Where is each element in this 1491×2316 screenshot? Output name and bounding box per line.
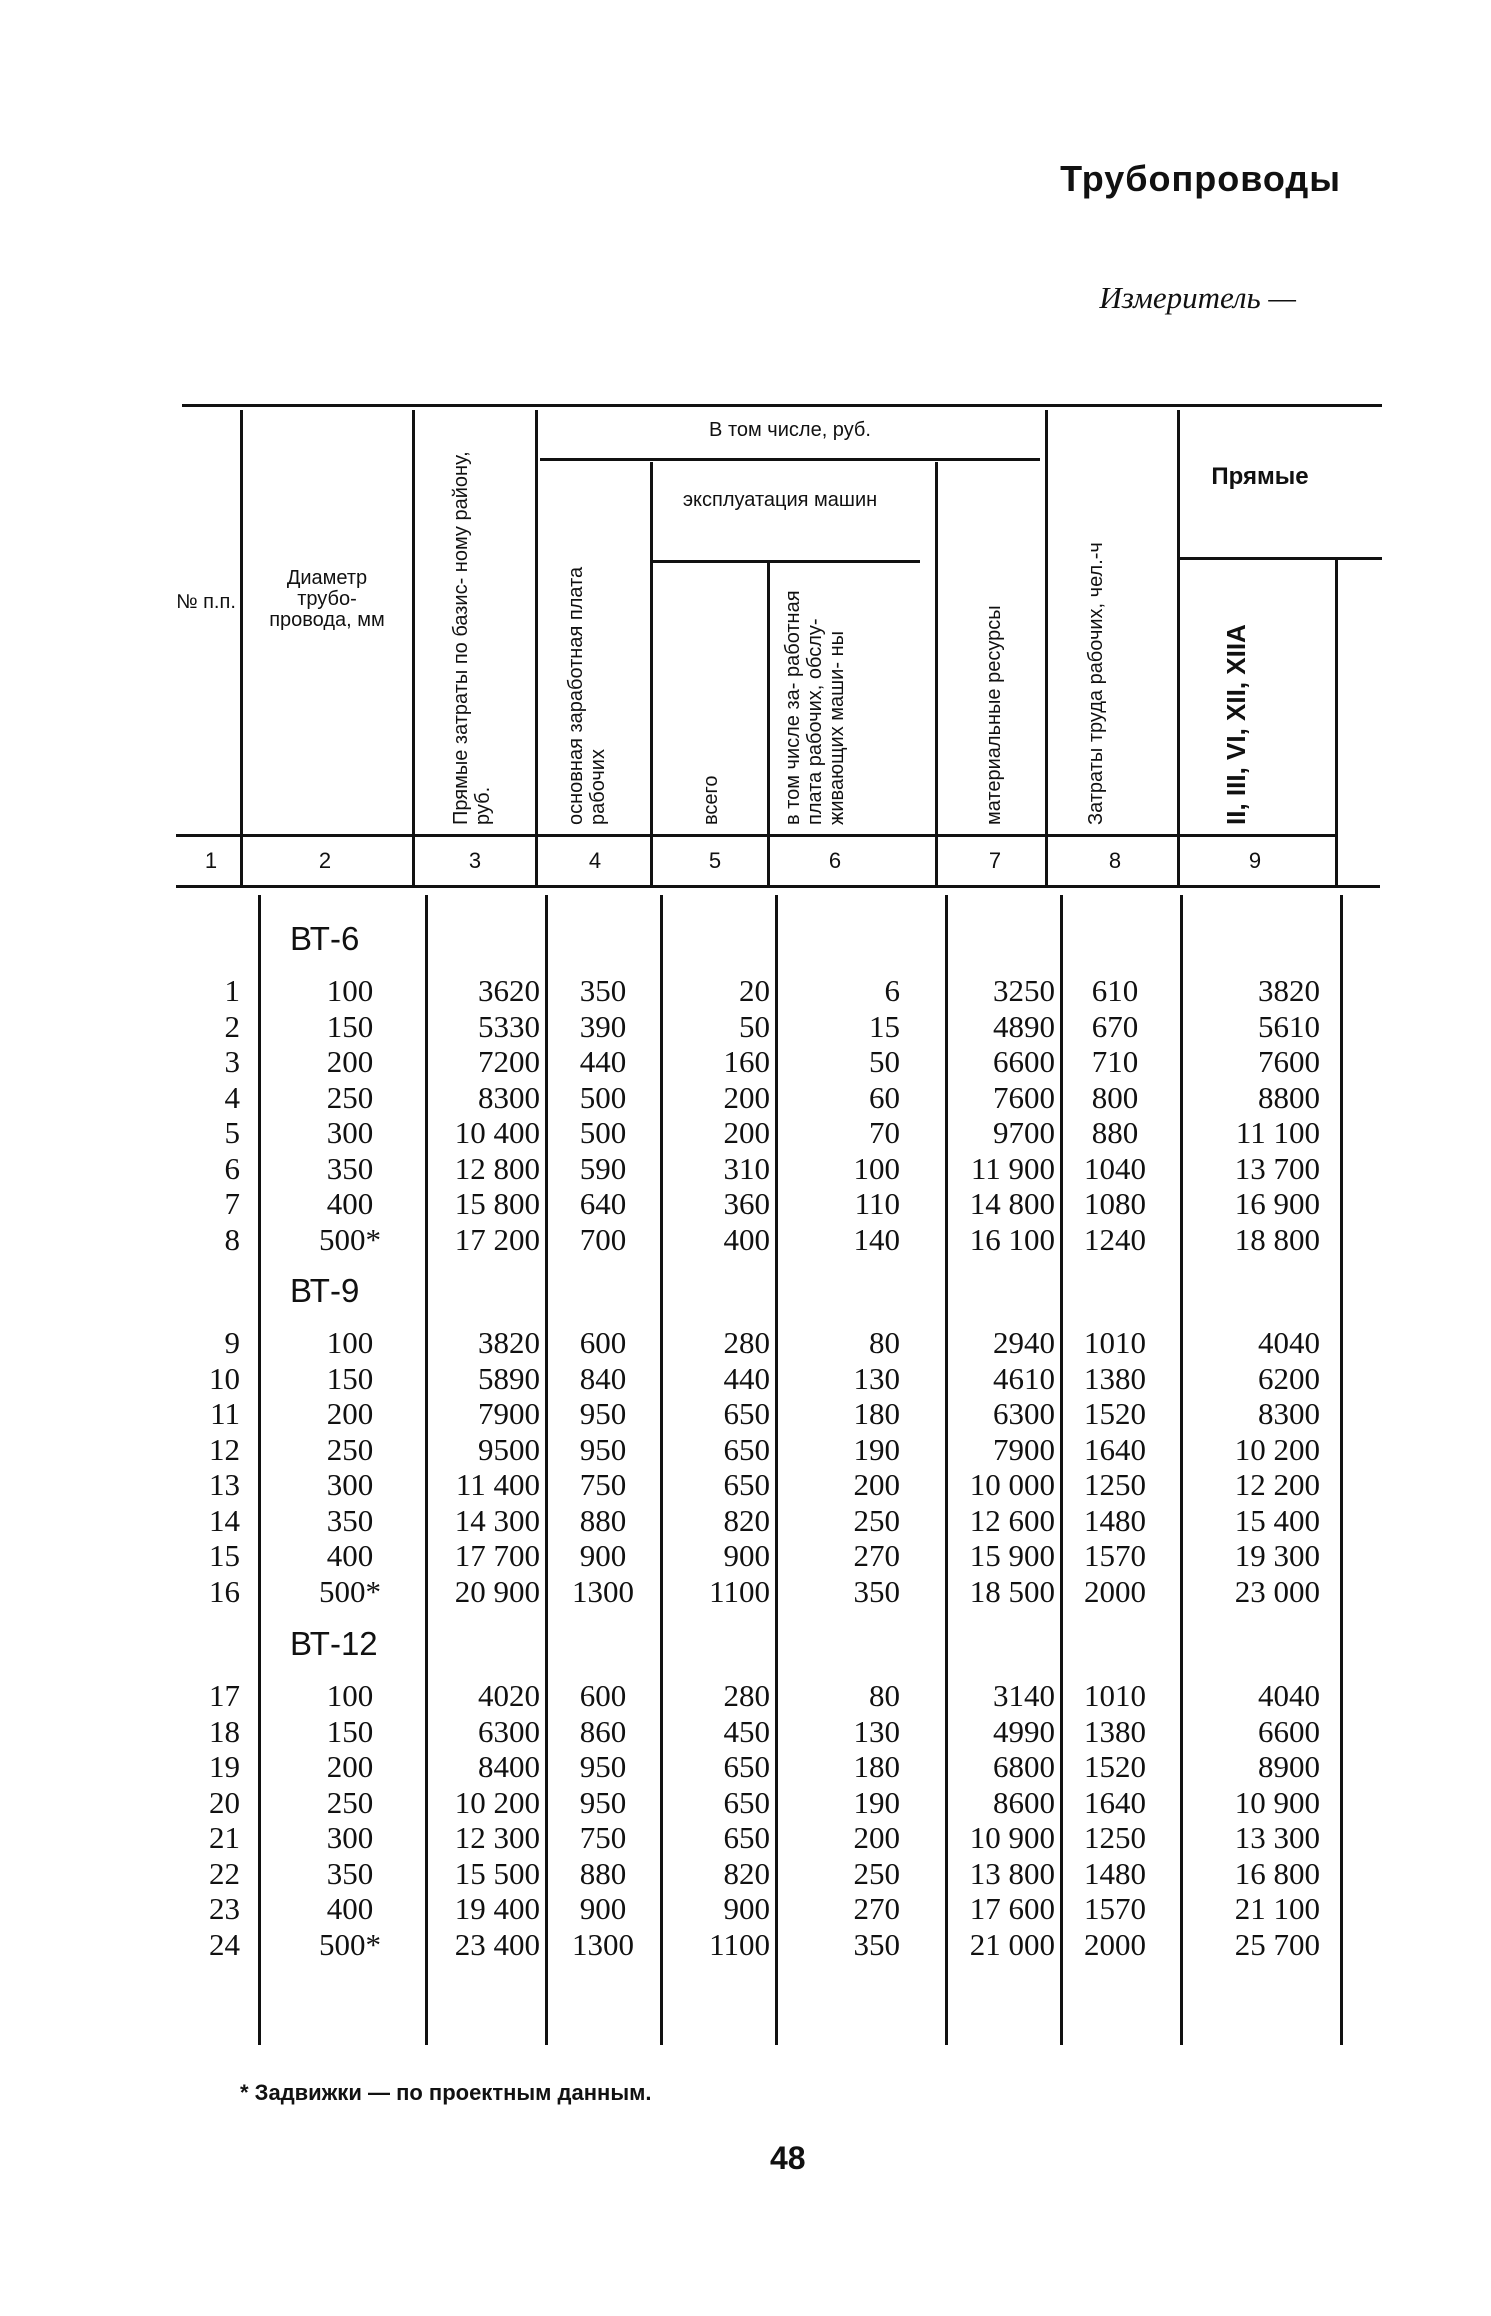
page-number: 48 bbox=[770, 2140, 806, 2176]
table-cell: 3140 bbox=[993, 1678, 1055, 1713]
table-cell: 100 bbox=[326, 1325, 374, 1360]
table-cell: 17 700 bbox=[454, 1538, 540, 1573]
group-heading: ВТ-9 bbox=[290, 1272, 360, 1309]
table-cell: 1640 bbox=[1084, 1431, 1146, 1467]
column-number: 8 bbox=[1108, 848, 1122, 873]
table-cell: 6200 bbox=[1258, 1360, 1320, 1396]
table-cell: 1080 bbox=[1084, 1186, 1146, 1221]
table-cell: 500* bbox=[319, 1221, 381, 1257]
table-cell: 200 bbox=[326, 1749, 374, 1784]
table-cell: 650 bbox=[723, 1784, 770, 1820]
table-cell: 1100 bbox=[709, 1926, 770, 1962]
table-cell: 9700 bbox=[993, 1115, 1055, 1150]
table-cell: 110 bbox=[854, 1186, 900, 1221]
table-row bbox=[0, 1927, 1491, 1962]
subheader-rule-exploit bbox=[650, 560, 920, 563]
table-cell: 11 900 bbox=[970, 1150, 1055, 1186]
header-col4: основная заработная плата рабочих bbox=[565, 566, 609, 825]
table-cell: 350 bbox=[579, 973, 627, 1008]
table-row bbox=[0, 1574, 1491, 1609]
table-cell: 1570 bbox=[1084, 1538, 1146, 1573]
table-row bbox=[0, 1891, 1491, 1926]
table-cell: 190 bbox=[853, 1431, 900, 1467]
measure-label: Измеритель — bbox=[1099, 280, 1296, 315]
table-cell: 23 400 bbox=[454, 1926, 540, 1962]
header-group-incl: В том числе, руб. bbox=[709, 419, 871, 441]
table-cell: 670 bbox=[1091, 1008, 1139, 1044]
table-cell: 900 bbox=[723, 1538, 770, 1573]
table-cell: 350 bbox=[326, 1855, 374, 1891]
table-cell: 100 bbox=[853, 1150, 900, 1186]
table-cell: 3820 bbox=[478, 1325, 540, 1360]
table-cell: 17 200 bbox=[454, 1221, 540, 1257]
table-cell: 1300 bbox=[572, 1573, 634, 1609]
table-cell: 17 bbox=[209, 1678, 240, 1713]
header-divider bbox=[650, 462, 653, 885]
table-row bbox=[0, 1080, 1491, 1115]
table-cell: 14 bbox=[209, 1502, 240, 1538]
column-number: 1 bbox=[204, 848, 218, 873]
table-cell: 16 900 bbox=[1234, 1186, 1320, 1221]
table-cell: 7900 bbox=[478, 1396, 540, 1431]
table-cell: 350 bbox=[326, 1502, 374, 1538]
table-cell: 50 bbox=[739, 1008, 770, 1044]
page-title: Трубопроводы bbox=[1060, 158, 1341, 199]
table-cell: 11 400 bbox=[455, 1467, 540, 1502]
header-col6: в том числе за- работная плата рабочих, обслу- живающих маши- ны bbox=[782, 590, 848, 825]
table-cell: 6 bbox=[224, 1150, 240, 1186]
table-cell: 1570 bbox=[1084, 1891, 1146, 1926]
header-divider bbox=[935, 462, 938, 885]
column-number: 6 bbox=[828, 848, 842, 873]
table-cell: 1240 bbox=[1084, 1221, 1146, 1257]
table-cell: 300 bbox=[326, 1467, 374, 1502]
table-cell: 14 300 bbox=[454, 1502, 540, 1538]
table-cell: 860 bbox=[579, 1713, 627, 1749]
table-row bbox=[0, 973, 1491, 1008]
header-divider bbox=[1177, 410, 1180, 885]
header-col3: Прямые затраты по базис- ному району, руб. bbox=[450, 451, 494, 825]
table-cell: 18 500 bbox=[969, 1573, 1055, 1609]
table-cell: 19 400 bbox=[454, 1891, 540, 1926]
table-cell: 2000 bbox=[1084, 1926, 1146, 1962]
table-cell: 1250 bbox=[1084, 1467, 1146, 1502]
table-cell: 250 bbox=[326, 1431, 374, 1467]
table-cell: 180 bbox=[853, 1749, 900, 1784]
table-cell: 2940 bbox=[993, 1325, 1055, 1360]
table-cell: 16 bbox=[209, 1573, 240, 1609]
table-cell: 820 bbox=[723, 1502, 770, 1538]
table-cell: 12 600 bbox=[969, 1502, 1055, 1538]
table-cell: 23 bbox=[209, 1891, 240, 1926]
table-cell: 5610 bbox=[1258, 1008, 1320, 1044]
table-cell: 160 bbox=[723, 1044, 770, 1079]
header-group-exploit: эксплуатация машин bbox=[682, 489, 878, 511]
table-cell: 250 bbox=[853, 1855, 900, 1891]
table-cell: 8600 bbox=[993, 1784, 1055, 1820]
table-cell: 950 bbox=[579, 1784, 627, 1820]
table-cell: 150 bbox=[326, 1713, 374, 1749]
table-cell: 440 bbox=[723, 1360, 770, 1396]
table-cell: 7 bbox=[224, 1186, 240, 1221]
table-cell: 600 bbox=[579, 1678, 627, 1713]
table-cell: 4990 bbox=[993, 1713, 1055, 1749]
table-cell: 840 bbox=[579, 1360, 627, 1396]
table-cell: 12 800 bbox=[454, 1150, 540, 1186]
table-cell: 1480 bbox=[1084, 1502, 1146, 1538]
table-cell: 21 100 bbox=[1234, 1891, 1320, 1926]
table-cell: 5330 bbox=[478, 1008, 540, 1044]
table-cell: 440 bbox=[579, 1044, 627, 1079]
table-cell: 13 300 bbox=[1234, 1820, 1320, 1855]
table-cell: 17 600 bbox=[969, 1891, 1055, 1926]
header-col7: материальные ресурсы bbox=[983, 605, 1005, 825]
table-cell: 250 bbox=[853, 1502, 900, 1538]
table-cell: 900 bbox=[579, 1891, 627, 1926]
column-number: 2 bbox=[318, 848, 332, 873]
table-cell: 9 bbox=[224, 1325, 240, 1360]
table-cell: 15 bbox=[209, 1538, 240, 1573]
table-cell: 10 900 bbox=[1234, 1784, 1320, 1820]
table-cell: 6800 bbox=[993, 1749, 1055, 1784]
table-cell: 400 bbox=[326, 1186, 374, 1221]
table-cell: 270 bbox=[853, 1891, 900, 1926]
table-cell: 10 400 bbox=[454, 1115, 540, 1150]
table-cell: 100 bbox=[326, 973, 374, 1008]
table-cell: 8400 bbox=[478, 1749, 540, 1784]
table-cell: 7600 bbox=[993, 1079, 1055, 1115]
table-cell: 4020 bbox=[478, 1678, 540, 1713]
table-row bbox=[0, 1396, 1491, 1431]
table-cell: 5 bbox=[224, 1115, 240, 1150]
table-cell: 310 bbox=[723, 1150, 770, 1186]
table-cell: 950 bbox=[579, 1396, 627, 1431]
table-cell: 4040 bbox=[1258, 1678, 1320, 1713]
table-cell: 1300 bbox=[572, 1926, 634, 1962]
table-cell: 1380 bbox=[1084, 1360, 1146, 1396]
table-cell: 8300 bbox=[1258, 1396, 1320, 1431]
table-cell: 13 bbox=[209, 1467, 240, 1502]
table-row bbox=[0, 1325, 1491, 1360]
table-cell: 1380 bbox=[1084, 1713, 1146, 1749]
table-cell: 300 bbox=[326, 1820, 374, 1855]
header-col8: Затраты труда рабочих, чел.-ч bbox=[1085, 542, 1107, 825]
table-cell: 21 bbox=[209, 1820, 240, 1855]
table-cell: 500 bbox=[579, 1115, 627, 1150]
table-cell: 190 bbox=[853, 1784, 900, 1820]
table-row bbox=[0, 1820, 1491, 1855]
table-cell: 1010 bbox=[1084, 1325, 1146, 1360]
table-cell: 950 bbox=[579, 1431, 627, 1467]
table-row bbox=[0, 1856, 1491, 1891]
header-divider bbox=[1045, 410, 1048, 885]
table-cell: 7200 bbox=[478, 1044, 540, 1079]
column-number: 5 bbox=[708, 848, 722, 873]
table-cell: 400 bbox=[326, 1891, 374, 1926]
table-cell: 10 200 bbox=[1234, 1431, 1320, 1467]
group-heading: ВТ-12 bbox=[290, 1625, 378, 1662]
table-cell: 1520 bbox=[1084, 1749, 1146, 1784]
table-cell: 130 bbox=[853, 1360, 900, 1396]
table-cell: 3620 bbox=[478, 973, 540, 1008]
table-row bbox=[0, 1361, 1491, 1396]
table-row bbox=[0, 1044, 1491, 1079]
table-cell: 20 bbox=[209, 1784, 240, 1820]
header-divider bbox=[1335, 560, 1338, 885]
column-number: 3 bbox=[468, 848, 482, 873]
table-cell: 200 bbox=[723, 1115, 770, 1150]
table-row bbox=[0, 1503, 1491, 1538]
table-cell: 650 bbox=[723, 1820, 770, 1855]
table-cell: 6 bbox=[884, 973, 900, 1008]
table-cell: 15 900 bbox=[969, 1538, 1055, 1573]
table-cell: 640 bbox=[579, 1186, 627, 1221]
table-cell: 6300 bbox=[993, 1396, 1055, 1431]
table-cell: 70 bbox=[869, 1115, 900, 1150]
table-cell: 18 bbox=[209, 1713, 240, 1749]
table-cell: 7900 bbox=[993, 1431, 1055, 1467]
column-number: 7 bbox=[988, 848, 1002, 873]
table-row bbox=[0, 1222, 1491, 1257]
table-cell: 23 000 bbox=[1234, 1573, 1320, 1609]
subheader-rule-direct bbox=[1180, 557, 1382, 560]
table-cell: 19 300 bbox=[1234, 1538, 1320, 1573]
column-number: 9 bbox=[1248, 848, 1262, 873]
header-divider bbox=[240, 410, 243, 885]
table-row bbox=[0, 1009, 1491, 1044]
colnum-bottom-rule bbox=[176, 885, 1380, 888]
table-cell: 500* bbox=[319, 1926, 381, 1962]
table-cell: 3250 bbox=[993, 973, 1055, 1008]
table-cell: 800 bbox=[1091, 1079, 1139, 1115]
header-divider bbox=[412, 410, 415, 885]
table-cell: 6600 bbox=[1258, 1713, 1320, 1749]
table-cell: 4040 bbox=[1258, 1325, 1320, 1360]
table-cell: 350 bbox=[853, 1573, 900, 1609]
table-cell: 270 bbox=[853, 1538, 900, 1573]
table-cell: 12 bbox=[209, 1431, 240, 1467]
table-cell: 50 bbox=[869, 1044, 900, 1079]
table-cell: 360 bbox=[723, 1186, 770, 1221]
table-cell: 650 bbox=[723, 1396, 770, 1431]
table-cell: 1 bbox=[224, 973, 240, 1008]
table-cell: 13 800 bbox=[969, 1855, 1055, 1891]
table-cell: 12 300 bbox=[454, 1820, 540, 1855]
header-col1: № п.п. bbox=[176, 591, 236, 613]
table-cell: 11 100 bbox=[1235, 1115, 1320, 1150]
table-cell: 8300 bbox=[478, 1079, 540, 1115]
table-cell: 11 bbox=[210, 1396, 240, 1431]
table-row bbox=[0, 1432, 1491, 1467]
table-cell: 7600 bbox=[1258, 1044, 1320, 1079]
table-cell: 25 700 bbox=[1234, 1926, 1320, 1962]
table-cell: 750 bbox=[579, 1467, 627, 1502]
table-cell: 1250 bbox=[1084, 1820, 1146, 1855]
table-cell: 80 bbox=[869, 1678, 900, 1713]
table-cell: 13 700 bbox=[1234, 1150, 1320, 1186]
table-row bbox=[0, 1151, 1491, 1186]
table-cell: 500* bbox=[319, 1573, 381, 1609]
header-col5: всего bbox=[700, 775, 722, 825]
table-cell: 14 800 bbox=[969, 1186, 1055, 1221]
table-cell: 880 bbox=[579, 1855, 627, 1891]
table-cell: 280 bbox=[723, 1325, 770, 1360]
table-cell: 16 800 bbox=[1234, 1855, 1320, 1891]
table-cell: 2 bbox=[224, 1008, 240, 1044]
subheader-rule-incl bbox=[540, 458, 1040, 461]
table-cell: 60 bbox=[869, 1079, 900, 1115]
table-cell: 250 bbox=[326, 1079, 374, 1115]
table-cell: 200 bbox=[326, 1044, 374, 1079]
table-cell: 18 800 bbox=[1234, 1221, 1320, 1257]
table-cell: 250 bbox=[326, 1784, 374, 1820]
table-cell: 880 bbox=[579, 1502, 627, 1538]
header-bottom-rule bbox=[176, 834, 1336, 837]
table-cell: 10 200 bbox=[454, 1784, 540, 1820]
table-cell: 880 bbox=[1091, 1115, 1139, 1150]
table-row bbox=[0, 1749, 1491, 1784]
table-cell: 150 bbox=[326, 1008, 374, 1044]
table-row bbox=[0, 1714, 1491, 1749]
table-cell: 3820 bbox=[1258, 973, 1320, 1008]
table-cell: 400 bbox=[723, 1221, 770, 1257]
table-cell: 9500 bbox=[478, 1431, 540, 1467]
table-cell: 1520 bbox=[1084, 1396, 1146, 1431]
table-cell: 130 bbox=[853, 1713, 900, 1749]
table-cell: 100 bbox=[326, 1678, 374, 1713]
table-cell: 6600 bbox=[993, 1044, 1055, 1079]
table-cell: 15 500 bbox=[454, 1855, 540, 1891]
table-cell: 610 bbox=[1091, 973, 1139, 1008]
table-cell: 4 bbox=[224, 1079, 240, 1115]
table-cell: 10 bbox=[209, 1360, 240, 1396]
table-cell: 650 bbox=[723, 1467, 770, 1502]
table-cell: 4890 bbox=[993, 1008, 1055, 1044]
table-cell: 1640 bbox=[1084, 1784, 1146, 1820]
table-cell: 15 bbox=[869, 1008, 900, 1044]
table-cell: 180 bbox=[853, 1396, 900, 1431]
table-cell: 16 100 bbox=[969, 1221, 1055, 1257]
table-row bbox=[0, 1186, 1491, 1221]
table-cell: 10 000 bbox=[969, 1467, 1055, 1502]
table-cell: 350 bbox=[853, 1926, 900, 1962]
header-divider bbox=[535, 410, 538, 885]
table-cell: 19 bbox=[209, 1749, 240, 1784]
table-cell: 600 bbox=[579, 1325, 627, 1360]
table-cell: 650 bbox=[723, 1431, 770, 1467]
table-cell: 20 bbox=[739, 973, 770, 1008]
table-cell: 5890 bbox=[478, 1360, 540, 1396]
table-cell: 820 bbox=[723, 1855, 770, 1891]
header-divider bbox=[767, 562, 770, 885]
table-cell: 280 bbox=[723, 1678, 770, 1713]
table-cell: 22 bbox=[209, 1855, 240, 1891]
table-cell: 24 bbox=[209, 1926, 240, 1962]
table-cell: 12 200 bbox=[1234, 1467, 1320, 1502]
table-top-rule bbox=[182, 404, 1382, 407]
table-cell: 21 000 bbox=[969, 1926, 1055, 1962]
table-cell: 390 bbox=[579, 1008, 627, 1044]
table-cell: 8900 bbox=[1258, 1749, 1320, 1784]
table-row bbox=[0, 1538, 1491, 1573]
header-group-direct: Прямые bbox=[1211, 463, 1309, 490]
table-cell: 650 bbox=[723, 1749, 770, 1784]
table-cell: 200 bbox=[853, 1467, 900, 1502]
table-row bbox=[0, 1467, 1491, 1502]
table-cell: 4610 bbox=[993, 1360, 1055, 1396]
table-cell: 140 bbox=[853, 1221, 900, 1257]
table-cell: 80 bbox=[869, 1325, 900, 1360]
table-cell: 15 800 bbox=[454, 1186, 540, 1221]
header-col2: Диаметр трубо- провода, мм bbox=[269, 567, 385, 631]
table-cell: 300 bbox=[326, 1115, 374, 1150]
table-cell: 6300 bbox=[478, 1713, 540, 1749]
table-row bbox=[0, 1678, 1491, 1713]
table-cell: 10 900 bbox=[969, 1820, 1055, 1855]
table-cell: 400 bbox=[326, 1538, 374, 1573]
table-cell: 1010 bbox=[1084, 1678, 1146, 1713]
footnote: * Задвижки — по проектным данным. bbox=[240, 2080, 652, 2105]
table-cell: 3 bbox=[224, 1044, 240, 1079]
table-cell: 15 400 bbox=[1234, 1502, 1320, 1538]
table-row bbox=[0, 1785, 1491, 1820]
table-cell: 200 bbox=[723, 1079, 770, 1115]
table-cell: 700 bbox=[579, 1221, 627, 1257]
table-row bbox=[0, 1115, 1491, 1150]
table-cell: 900 bbox=[723, 1891, 770, 1926]
table-cell: 200 bbox=[853, 1820, 900, 1855]
table-cell: 450 bbox=[723, 1713, 770, 1749]
table-cell: 750 bbox=[579, 1820, 627, 1855]
table-cell: 590 bbox=[579, 1150, 627, 1186]
table-cell: 8800 bbox=[1258, 1079, 1320, 1115]
table-cell: 20 900 bbox=[454, 1573, 540, 1609]
table-cell: 8 bbox=[224, 1221, 240, 1257]
table-cell: 950 bbox=[579, 1749, 627, 1784]
table-cell: 500 bbox=[579, 1079, 627, 1115]
table-cell: 900 bbox=[579, 1538, 627, 1573]
table-cell: 350 bbox=[326, 1150, 374, 1186]
header-col9: II, III, VI, XII, XIIA bbox=[1221, 624, 1251, 825]
table-cell: 2000 bbox=[1084, 1573, 1146, 1609]
group-heading: ВТ-6 bbox=[290, 920, 360, 957]
table-cell: 1040 bbox=[1084, 1150, 1146, 1186]
table-cell: 710 bbox=[1091, 1044, 1139, 1079]
table-cell: 200 bbox=[326, 1396, 374, 1431]
table-cell: 1100 bbox=[709, 1573, 770, 1609]
column-number: 4 bbox=[588, 848, 602, 873]
table-cell: 150 bbox=[326, 1360, 374, 1396]
table-cell: 1480 bbox=[1084, 1855, 1146, 1891]
